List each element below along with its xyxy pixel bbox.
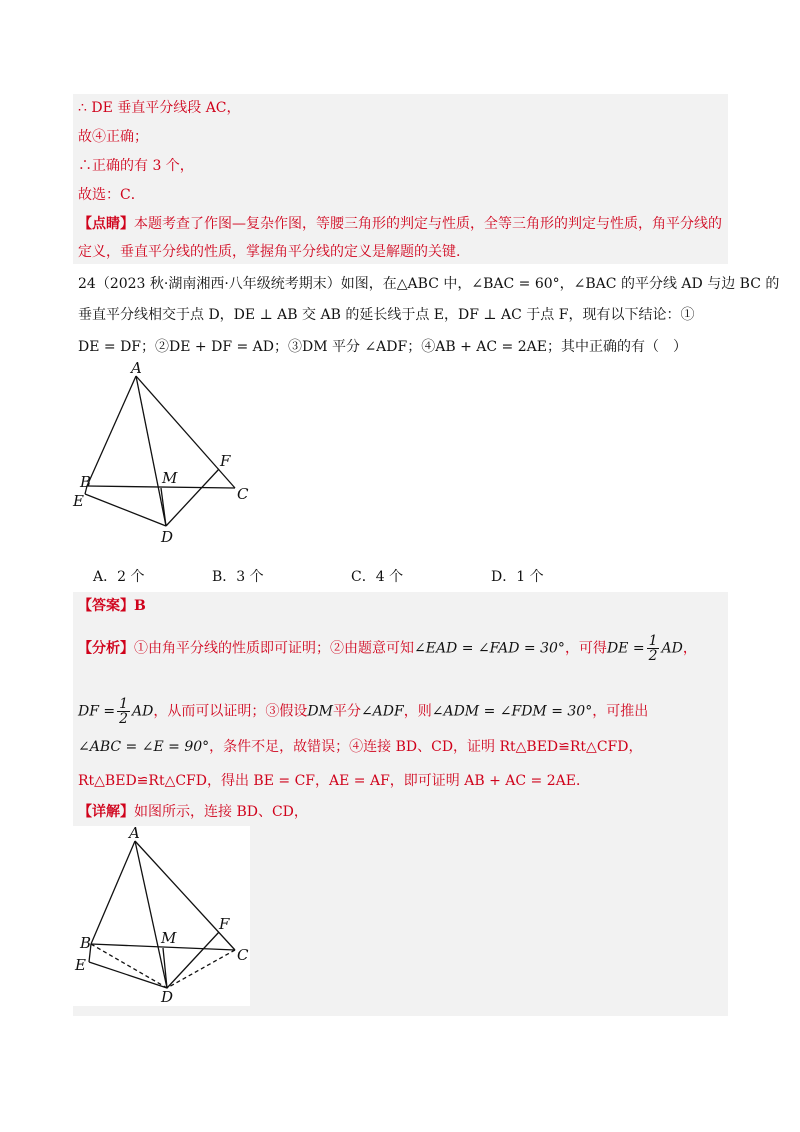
analysis-ad-1: AD [661,640,683,657]
analysis-text-6: ，可推出 [592,703,649,720]
segment-ad-2 [135,841,167,988]
solution-continuation-band [73,94,728,264]
comment-label: 【点睛】 [78,216,134,232]
question-line-1: 24（2023 秋·湖南湘西·八年级统考期末）如图，在△ABC 中，∠BAC = 60°，∠BAC 的平分线 AD 与边 BC 的 [78,276,780,292]
analysis-text-1: ①由角平分线的性质即可证明；②由题意可知 [134,640,414,657]
analysis-line-4: Rt△BED≌Rt△CFD，得出 BE = CF，AE = AF，即可证明 AB + AC = 2AE． [78,773,590,789]
answer-line [78,596,146,616]
analysis-ad-2: AD [132,703,154,720]
label-a: A [131,360,142,377]
analysis-text-5: ，则 [403,703,432,720]
conclusion-line-3: ∴正确的有 3 个， [78,158,194,174]
label-c: C [237,485,249,503]
analysis-label: 【分析】 [78,640,134,657]
option-c: C．4 个 [351,569,404,585]
analysis-de: DE = [606,640,645,657]
analysis-adf: ∠ADF [360,703,404,720]
analysis-dm: DM [307,703,333,720]
segment-ac [136,376,235,488]
analysis-text-2: ，可得 [564,640,607,657]
option-b: B．3 个 [212,569,264,585]
comment-text-1: 本题考查了作图—复杂作图，等腰三角形的判定与性质，全等三角形的判定与性质，角平分线的 [134,216,722,232]
label-d: D [161,528,174,546]
label-a-2: A [129,826,140,842]
option-d: D．1 个 [491,569,544,585]
fraction-half-1: $\frac{1}{2}$ [648,633,658,664]
analysis-math-3: ∠ABC = ∠E = 90° [78,739,210,755]
label-b-2: B [80,934,92,952]
comment-line-1 [78,214,722,234]
question-line-3: DE = DF；②DE + DF = AD；③DM 平分 ∠ADF；④AB + AC = 2AE；其中正确的有（ ） [78,339,687,355]
comment-line-2: 定义，垂直平分线的性质，掌握角平分线的定义是解题的关键. [78,244,461,260]
label-c-2: C [237,946,249,964]
question-figure [70,360,270,550]
segment-ab [87,376,136,486]
label-e: E [73,492,84,510]
segment-ac-2 [135,841,235,950]
conclusion-line-4: 故选：C． [78,187,145,203]
segment-ab-2 [91,841,135,944]
segment-ed [85,494,166,526]
fraction-half-2: $\frac{1}{2}$ [119,696,129,727]
analysis-math-2: ∠ADM = ∠FDM = 30° [431,703,593,720]
answer-value: B [134,598,146,614]
label-b: B [80,473,92,491]
segment-cd-dashed [167,950,235,988]
analysis-line-2 [78,697,648,726]
option-a: A．2 个 [93,569,145,585]
solution-figure [73,826,250,1006]
analysis-df: DF = [78,703,116,720]
answer-label: 【答案】 [78,598,134,614]
analysis-line-3 [78,737,642,757]
segment-bc [87,486,235,488]
detail-text: 如图所示，连接 BD、CD， [134,804,308,820]
conclusion-line-2: 故④正确； [78,129,148,145]
label-e-2: E [75,956,86,974]
label-m: M [162,469,178,487]
analysis-math-1: ∠EAD = ∠FAD = 30° [414,640,565,657]
detail-line [78,802,308,822]
conclusion-line-1: ∴ DE 垂直平分线段 AC， [78,100,241,116]
segment-md-2 [163,948,167,988]
label-f-2: F [219,915,230,933]
analysis-line-1 [78,634,697,663]
detail-label: 【详解】 [78,804,134,820]
label-d-2: D [161,988,174,1006]
analysis-text-3: ，从而可以证明；③假设 [153,703,308,720]
label-m-2: M [161,929,177,947]
analysis-end-1: ， [682,640,697,657]
question-line-2: 垂直平分线相交于点 D，DE ⊥ AB 交 AB 的延长线于点 E，DF ⊥ AC 于点 F，现有以下结论：① [78,307,695,323]
segment-ad [136,376,166,526]
analysis-text-4: 平分 [332,703,361,720]
label-f: F [220,452,231,470]
analysis-text-7: ，条件不足，故错误；④连接 BD、CD，证明 Rt△BED≌Rt△CFD， [209,739,643,755]
